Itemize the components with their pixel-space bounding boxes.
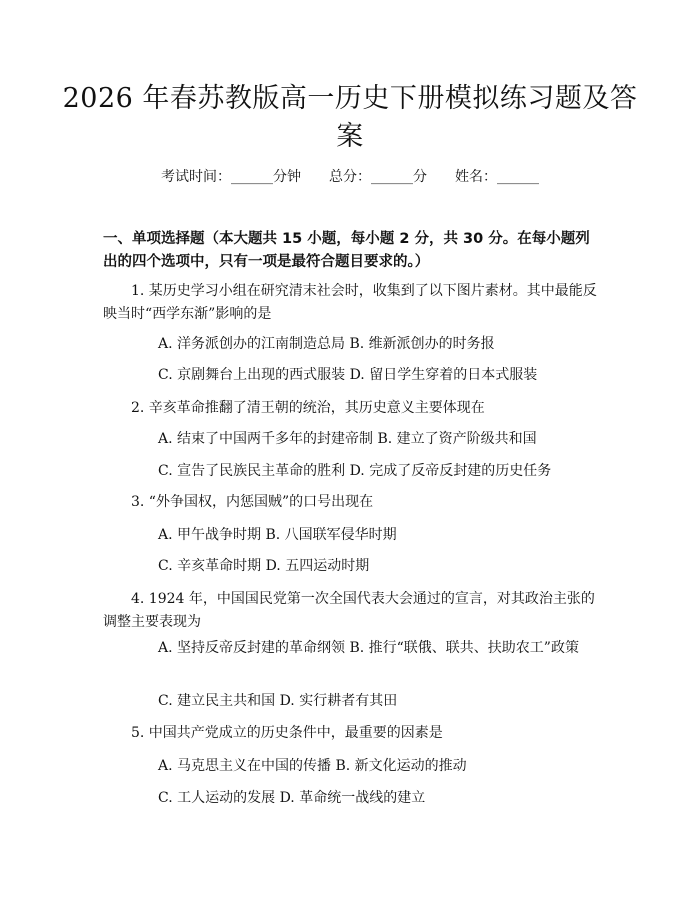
question-5-stem: 5. 中国共产党成立的历史条件中，最重要的因素是: [131, 725, 443, 741]
question-3-stem: 3. “外争国权，内惩国贼”的口号出现在: [131, 494, 374, 510]
question-2-stem: 2. 辛亥革命推翻了清王朝的统治，其历史意义主要体现在: [131, 400, 485, 416]
exam-info: [0, 167, 700, 187]
question-5-options-row-1: A. 马克思主义在中国的传播 B. 新文化运动的推动: [158, 758, 467, 774]
page-title: 2026 年春苏教版高一历史下册模拟练习题及答案: [62, 83, 638, 152]
question-5-options-row-2: C. 工人运动的发展 D. 革命统一战线的建立: [158, 790, 426, 806]
question-4-options-row-2: C. 建立民主共和国 D. 实行耕者有其田: [158, 693, 398, 709]
question-1-stem: 1. 某历史学习小组在研究清末社会时，收集到了以下图片素材。其中最能反映当时“西学东渐”影响的是: [103, 283, 597, 322]
question-4-stem: 4. 1924 年，中国国民党第一次全国代表大会通过的宣言，对其政治主张的调整主要表现为: [103, 591, 595, 630]
question-4-options-row-1: A. 坚持反帝反封建的革命纲领 B. 推行“联俄、联共、扶助农工”政策: [158, 640, 579, 656]
exam-time-field: 考试时间：______分钟: [161, 169, 301, 185]
exam-score-field: 总分：______分: [329, 169, 427, 185]
question-2-options-row-1: A. 结束了中国两千多年的封建帝制 B. 建立了资产阶级共和国: [158, 431, 537, 447]
section-heading: 一、单项选择题（本大题共 15 小题，每小题 2 分，共 30 分。在每小题列出的四个选项中，只有一项是最符合题目要求的。）: [103, 231, 590, 270]
question-1-options-row-1: A. 洋务派创办的江南制造总局 B. 维新派创办的时务报: [158, 336, 495, 352]
question-1-options-row-2: C. 京剧舞台上出现的西式服装 D. 留日学生穿着的日本式服装: [158, 367, 538, 383]
question-2-options-row-2: C. 宣告了民族民主革命的胜利 D. 完成了反帝反封建的历史任务: [158, 463, 552, 479]
question-3-options-row-1: A. 甲午战争时期 B. 八国联军侵华时期: [158, 527, 397, 543]
question-3-options-row-2: C. 辛亥革命时期 D. 五四运动时期: [158, 558, 370, 574]
exam-name-field: 姓名：______: [455, 169, 539, 185]
